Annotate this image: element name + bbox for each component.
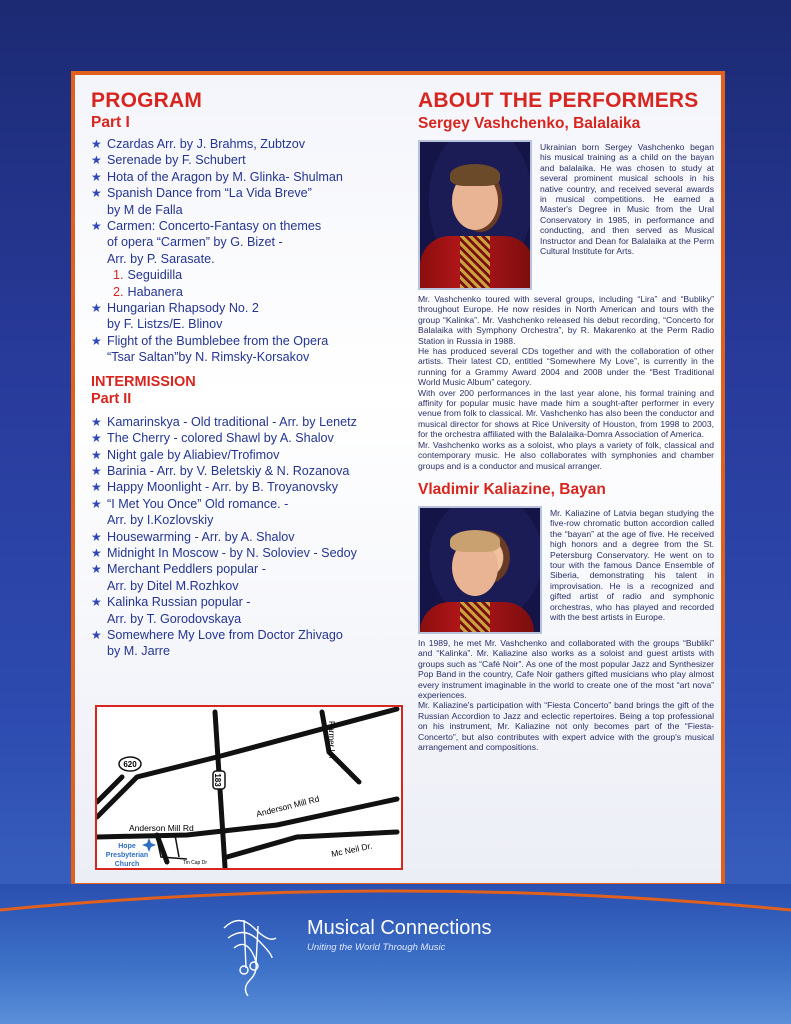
star-icon: ★ bbox=[91, 169, 102, 184]
footer-tagline: Uniting the World Through Music bbox=[307, 942, 446, 953]
sub-item-label: Seguidilla bbox=[127, 268, 183, 283]
part1-item-text: Serenade by F. Schubert bbox=[107, 153, 246, 168]
road-label-anderson-2: Anderson Mill Rd bbox=[129, 823, 194, 833]
program-title: PROGRAM bbox=[91, 89, 203, 112]
carmen-sub-item bbox=[113, 284, 391, 300]
part2-item-text: Kamarinskya - Old traditional - Arr. by Lenetz bbox=[107, 414, 357, 429]
performer2-bio-intro: Mr. Kaliazine of Latvia began studying the five-row chromatic button accordion called the “bayan” at the age of five. He received high honors and a degree from the St. Petersburg Conservatory. He went on to tour with the famous Dance Ensemble of Siberia, demonstrating his talent in improvisation. He is a recognized and gifted artist of radio and symphonic orchestras, who has played and recorded with the best artists in Europe. bbox=[550, 507, 714, 622]
performer2-bio-paragraph: In 1989, he met Mr. Vashchenko and collaborated with the groups “Bubliki” and “Kalinka”. Mr. Kaliazine also works as a soloist and guest artists with groups such as “Café Noir”. As one of the most popular Jazz and Synthesizer Pop Band in the country, Cafe Noir gathers gifted musicians who play almost every instrument imaginable in the world to create one of the most “art nova” experiences. bbox=[418, 637, 714, 700]
performer1-photo bbox=[418, 140, 532, 290]
part2-item-text: Night gale by Aliabiev/Trofimov bbox=[107, 447, 280, 462]
sub-item-number: 2. bbox=[113, 284, 124, 299]
part1-item-text: Flight of the Bumblebee from the Opera “Tsar Saltan”by N. Rimsky-Korsakov bbox=[107, 333, 329, 365]
part2-item-text: Barinia - Arr. by V. Beletskiy & N. Rozanova bbox=[107, 463, 350, 478]
star-icon: ★ bbox=[91, 627, 102, 642]
star-icon: ★ bbox=[91, 595, 102, 610]
performer1-bio-intro: Ukrainian born Sergey Vashchenko began his musical training as a child on the bayan and balalaika. He was chosen to study at several prominent musical schools in his native country, and received several awards in musical competitions. He earned a Master's Degree in Music from the Ural Conservatory in 1985, in performance and conducting, and then served as Musical Instructor and Dean for Balalaika at the Perm Cultural Institute for Arts. bbox=[540, 142, 714, 257]
performer2-name: Vladimir Kaliazine, Bayan bbox=[418, 480, 606, 498]
footer-wave bbox=[0, 880, 791, 920]
part1-item-text: Hungarian Rhapsody No. 2 by F. Listzs/E. Blinov bbox=[107, 301, 259, 332]
carmen-sub-list bbox=[91, 267, 391, 300]
part2-item bbox=[91, 594, 391, 627]
part2-item-text: “I Met You Once” Old romance. - Arr. by I.Kozlovskiy bbox=[107, 496, 289, 528]
part1-item bbox=[91, 218, 391, 267]
performer1-name: Sergey Vashchenko, Balalaika bbox=[418, 115, 641, 132]
star-icon: ★ bbox=[91, 463, 102, 478]
star-icon: ★ bbox=[91, 447, 102, 462]
part1-list bbox=[91, 136, 391, 267]
part2-item bbox=[91, 529, 391, 545]
performer2-photo bbox=[418, 506, 542, 634]
part1-item bbox=[91, 152, 391, 168]
star-icon: ★ bbox=[91, 545, 102, 560]
part1-item-text: Spanish Dance from “La Vida Breve” by M de Falla bbox=[107, 186, 312, 217]
part2-list bbox=[91, 414, 391, 660]
star-icon: ★ bbox=[91, 301, 102, 316]
road-shield-620 bbox=[119, 757, 141, 771]
musical-connections-logo-icon bbox=[214, 908, 284, 998]
star-icon: ★ bbox=[91, 431, 102, 446]
part2-item-text: Merchant Peddlers popular - Arr. by Ditel M.Rozhkov bbox=[107, 562, 266, 593]
road-label-parmer: Parmer Ln bbox=[327, 721, 336, 759]
church-marker-icon bbox=[142, 838, 156, 852]
star-icon: ★ bbox=[91, 137, 102, 151]
performer1-bio bbox=[418, 294, 714, 471]
star-icon: ★ bbox=[91, 496, 102, 511]
road-shield-183 bbox=[213, 771, 225, 789]
performer2-bio-paragraph: Mr. Kaliazine's participation with “Fiesta Concerto” band brings the gift of the Russian Accordion to Jazz and eclectic repertoires. Being a top professional on his instrument, Mr. Kaliazine not only becomes part of the “Fiesta-Concerto”, but also contributes with expert advice with the group's musical arrangement and compositions. bbox=[418, 700, 714, 752]
part1-item bbox=[91, 333, 391, 366]
part2-item bbox=[91, 447, 391, 463]
performer1-bio-paragraph: Mr. Vashchenko works as a soloist, who plays a variety of folk, classical and contemporary music. He also collaborates with symphonies and chamber groups and is a conductor and musical arranger. bbox=[418, 439, 714, 471]
part1-list-continued bbox=[91, 300, 391, 366]
road-label-mcneil: Mc Neil Dr. bbox=[330, 840, 374, 859]
part2-item bbox=[91, 545, 391, 561]
part2-item-text: Midnight In Moscow - by N. Soloviev - Sedoy bbox=[107, 545, 357, 560]
part1-item-text: Hota of the Aragon by M. Glinka- Shulman bbox=[107, 169, 343, 184]
performer1-bio-paragraph: Mr. Vashchenko toured with several groups, including “Lira” and “Bubliky” throughout Europe. He now resides in North American and tours with the group “Kalinka”. Mr. Vashchenko released his debut recording, “Concerto for Balalaika with Symphony Orchestra”, by R. Makarenko at the Perm Radio Station in Russia in 1988. bbox=[418, 294, 714, 346]
part2-item bbox=[91, 463, 391, 479]
part2-title: Part II bbox=[91, 390, 132, 407]
church-label-3: Church bbox=[114, 861, 140, 868]
carmen-sub-item bbox=[113, 267, 391, 283]
map-graphic bbox=[97, 707, 401, 868]
part1-item bbox=[91, 136, 391, 152]
performers-column bbox=[418, 89, 714, 752]
part2-item bbox=[91, 414, 391, 430]
part2-item-text: The Cherry - colored Shawl by A. Shalov bbox=[107, 431, 334, 446]
content-panel bbox=[71, 71, 725, 887]
sub-item-label: Habanera bbox=[127, 284, 183, 299]
star-icon: ★ bbox=[91, 562, 102, 577]
part1-item bbox=[91, 169, 391, 185]
part2-item-text: Happy Moonlight - Arr. by B. Troyanovsky bbox=[107, 480, 338, 495]
part1-item bbox=[91, 300, 391, 333]
performer1-bio-paragraph: He has produced several CDs together and with the collaboration of other artists. Their latest CD, entitled “Somewhere My Love”, is currently in the running for a Grammy Award 2004 and 2008 under the “Best Traditional World Music Album” category. bbox=[418, 346, 714, 388]
performer2-bio bbox=[418, 638, 714, 752]
part1-item-text: Carmen: Concerto-Fantasy on themes of opera “Carmen” by G. Bizet - Arr. by P. Sarasate. bbox=[107, 219, 322, 266]
star-icon: ★ bbox=[91, 219, 102, 234]
part2-item-text: Kalinka Russian popular - Arr. by T. Gorodovskaya bbox=[107, 595, 251, 626]
part1-item-text: Czardas Arr. by J. Brahms, Zubtzov bbox=[107, 137, 306, 151]
intermission-heading: INTERMISSION bbox=[91, 373, 196, 390]
part1-title: Part I bbox=[91, 114, 130, 131]
part2-item-text: Somewhere My Love from Doctor Zhivago by M. Jarre bbox=[107, 627, 343, 659]
performers-title: ABOUT THE PERFORMERS bbox=[418, 89, 699, 112]
church-label-1: Hope bbox=[118, 843, 136, 850]
part1-item bbox=[91, 185, 391, 218]
star-icon: ★ bbox=[91, 333, 102, 348]
part2-item-text: Housewarming - Arr. by A. Shalov bbox=[107, 529, 295, 544]
part2-item bbox=[91, 479, 391, 495]
road-label: 620 bbox=[123, 760, 137, 769]
road-label: 183 bbox=[213, 773, 222, 787]
star-icon: ★ bbox=[91, 153, 102, 168]
star-icon: ★ bbox=[91, 186, 102, 201]
part2-item bbox=[91, 561, 391, 594]
road-label-anderson-1: Anderson Mill Rd bbox=[255, 793, 321, 819]
footer-brand: Musical Connections bbox=[307, 917, 492, 939]
directions-map bbox=[95, 705, 403, 870]
star-icon: ★ bbox=[91, 480, 102, 495]
performer1-bio-paragraph: With over 200 performances in the last year alone, his formal training and affinity for popular music have made him a sought-after performer in every venue from folk to classical. Mr. Vashchenko has also been the conductor and musical director for shows at Rice University of Houston, from 1998 to 2003, for the orchestra affiliated with the Balalaika-Domra Association of America. bbox=[418, 387, 715, 440]
star-icon: ★ bbox=[91, 414, 102, 429]
star-icon: ★ bbox=[91, 529, 102, 544]
church-label-2: Presbyterian bbox=[105, 852, 149, 859]
part2-item bbox=[91, 496, 391, 529]
road-label-tincap: Tin Cap Dr bbox=[183, 860, 207, 866]
part2-item bbox=[91, 430, 391, 446]
sub-item-number: 1. bbox=[113, 268, 124, 283]
part2-item bbox=[91, 627, 391, 660]
program-column bbox=[91, 89, 391, 660]
